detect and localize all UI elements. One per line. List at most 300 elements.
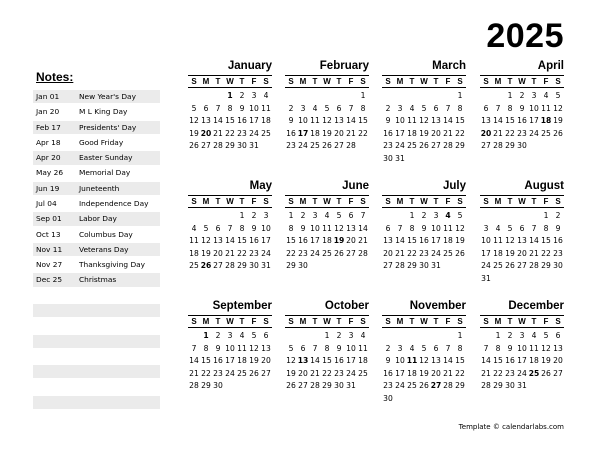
day-cell[interactable]: 26 [189,141,199,151]
day-cell[interactable]: 1 [457,331,463,340]
day-cell[interactable]: 24 [249,128,259,138]
day-cell[interactable]: 25 [189,261,199,271]
day-cell[interactable]: 1 [507,91,513,100]
day-cell[interactable]: 4 [191,223,197,233]
day-cell[interactable]: 25 [261,128,271,138]
day-cell[interactable]: 7 [360,211,366,220]
day-cell[interactable]: 12 [455,223,465,233]
day-cell[interactable]: 3 [397,343,403,353]
day-cell[interactable]: 21 [213,128,223,138]
day-cell[interactable]: 20 [431,128,441,138]
day-cell[interactable]: 31 [346,381,356,391]
day-cell[interactable]: 5 [288,343,294,353]
day-cell[interactable]: 4 [409,103,415,113]
day-cell[interactable]: 25 [310,141,320,151]
day-cell[interactable]: 19 [541,356,551,366]
day-cell[interactable]: 15 [455,116,465,126]
day-cell[interactable]: 12 [286,356,296,366]
day-cell[interactable]: 14 [358,223,368,233]
day-cell[interactable]: 29 [201,381,211,391]
day-cell[interactable]: 6 [555,331,561,340]
day-cell[interactable]: 17 [431,236,441,246]
day-cell[interactable]: 24 [481,261,491,271]
day-cell[interactable]: 31 [431,261,441,271]
day-cell[interactable]: 25 [237,368,247,378]
day-cell[interactable]: 28 [529,261,539,271]
day-cell[interactable]: 13 [383,236,393,246]
day-cell[interactable]: 30 [298,261,308,271]
day-cell[interactable]: 10 [310,223,320,233]
day-cell[interactable]: 5 [251,331,257,340]
day-cell[interactable]: 21 [310,368,320,378]
day-cell[interactable]: 13 [431,356,441,366]
day-cell[interactable]: 21 [443,128,453,138]
day-cell[interactable]: 4 [495,223,501,233]
day-cell[interactable]: 27 [431,141,441,151]
day-cell[interactable]: 9 [288,116,294,126]
day-cell[interactable]: 15 [455,356,465,366]
day-cell[interactable]: 24 [517,368,527,378]
day-cell[interactable]: 9 [300,223,306,233]
day-cell[interactable]: 12 [505,236,515,246]
day-cell[interactable]: 10 [261,223,271,233]
day-cell[interactable]: 28 [395,261,405,271]
day-cell[interactable]: 23 [249,248,259,258]
day-cell[interactable]: 22 [455,128,465,138]
day-cell[interactable]: 4 [531,331,537,340]
day-cell[interactable]: 27 [334,141,344,151]
day-cell[interactable]: 21 [529,248,539,258]
day-cell[interactable]: 26 [541,368,551,378]
day-cell[interactable]: 24 [395,141,405,151]
day-cell[interactable]: 16 [419,236,429,246]
day-cell[interactable]: 22 [407,248,417,258]
day-cell[interactable]: 12 [541,343,551,353]
day-cell[interactable]: 18 [529,356,539,366]
day-cell[interactable]: 14 [225,236,235,246]
day-cell[interactable]: 15 [237,236,247,246]
day-cell[interactable]: 19 [201,248,211,258]
day-cell[interactable]: 7 [531,223,537,233]
day-cell[interactable]: 22 [505,128,515,138]
day-cell[interactable]: 4 [324,211,330,220]
day-cell[interactable]: 7 [348,103,354,113]
day-cell[interactable]: 2 [251,211,257,220]
day-cell[interactable]: 3 [531,91,537,100]
day-cell[interactable]: 7 [445,103,451,113]
day-cell[interactable]: 27 [346,248,356,258]
day-cell[interactable]: 26 [505,261,515,271]
day-cell[interactable]: 17 [517,356,527,366]
day-cell[interactable]: 16 [334,356,344,366]
day-cell[interactable]: 12 [201,236,211,246]
day-cell[interactable]: 5 [336,211,342,220]
day-cell[interactable]: 9 [385,356,391,366]
day-cell[interactable]: 9 [555,223,561,233]
day-cell[interactable]: 28 [358,248,368,258]
day-cell[interactable]: 18 [407,128,417,138]
day-cell[interactable]: 6 [336,103,342,113]
day-cell[interactable]: 30 [419,261,429,271]
day-cell[interactable]: 20 [517,248,527,258]
day-cell[interactable]: 9 [215,343,221,353]
day-cell[interactable]: 29 [286,261,296,271]
day-cell[interactable]: 11 [493,236,503,246]
day-cell[interactable]: 16 [383,368,393,378]
day-cell[interactable]: 22 [455,368,465,378]
day-cell[interactable]: 30 [517,141,527,151]
day-cell[interactable]: 15 [225,116,235,126]
day-cell[interactable]: 18 [358,356,368,366]
day-cell[interactable]: 18 [322,236,332,246]
day-cell[interactable]: 13 [297,356,309,366]
day-cell[interactable]: 28 [310,381,320,391]
day-cell[interactable]: 1 [457,91,463,100]
day-cell[interactable]: 23 [213,368,223,378]
day-cell[interactable]: 7 [483,343,489,353]
day-cell[interactable]: 13 [431,116,441,126]
day-cell[interactable]: 13 [481,116,491,126]
day-cell[interactable]: 26 [553,128,563,138]
day-cell[interactable]: 28 [493,141,503,151]
day-cell[interactable]: 31 [249,141,259,151]
day-cell[interactable]: 23 [517,128,527,138]
day-cell[interactable]: 6 [385,223,391,233]
day-cell[interactable]: 6 [348,211,354,220]
day-cell[interactable]: 3 [227,331,233,340]
day-cell[interactable]: 15 [286,236,296,246]
day-cell[interactable]: 3 [397,103,403,113]
day-cell[interactable]: 25 [358,368,368,378]
day-cell[interactable]: 8 [360,103,366,113]
day-cell[interactable]: 18 [540,116,552,126]
day-cell[interactable]: 24 [431,248,441,258]
day-cell[interactable]: 19 [322,128,332,138]
day-cell[interactable]: 9 [251,223,257,233]
day-cell[interactable]: 28 [346,141,356,151]
day-cell[interactable]: 21 [493,128,503,138]
day-cell[interactable]: 2 [555,211,561,220]
day-cell[interactable]: 10 [517,343,527,353]
day-cell[interactable]: 9 [385,116,391,126]
day-cell[interactable]: 9 [507,343,513,353]
day-cell[interactable]: 14 [310,356,320,366]
day-cell[interactable]: 26 [249,368,259,378]
day-cell[interactable]: 5 [457,211,463,220]
day-cell[interactable]: 23 [286,141,296,151]
day-cell[interactable]: 7 [191,343,197,353]
day-cell[interactable]: 16 [553,236,563,246]
day-cell[interactable]: 14 [189,356,199,366]
day-cell[interactable]: 4 [445,211,451,220]
day-cell[interactable]: 23 [334,368,344,378]
day-cell[interactable]: 2 [507,331,513,340]
day-cell[interactable]: 20 [213,248,223,258]
day-cell[interactable]: 24 [310,248,320,258]
day-cell[interactable]: 22 [358,128,368,138]
day-cell[interactable]: 1 [324,331,330,340]
day-cell[interactable]: 5 [191,103,197,113]
day-cell[interactable]: 5 [543,331,549,340]
day-cell[interactable]: 28 [189,381,199,391]
day-cell[interactable]: 11 [358,343,368,353]
day-cell[interactable]: 19 [455,236,465,246]
day-cell[interactable]: 12 [249,343,259,353]
day-cell[interactable]: 11 [189,236,199,246]
day-cell[interactable]: 21 [225,248,235,258]
day-cell[interactable]: 18 [407,368,417,378]
day-cell[interactable]: 21 [346,128,356,138]
day-cell[interactable]: 18 [493,248,503,258]
day-cell[interactable]: 11 [261,103,271,113]
day-cell[interactable]: 27 [481,141,491,151]
day-cell[interactable]: 17 [310,236,320,246]
day-cell[interactable]: 22 [322,368,332,378]
day-cell[interactable]: 26 [419,381,429,391]
day-cell[interactable]: 15 [493,356,503,366]
day-cell[interactable]: 8 [457,103,463,113]
day-cell[interactable]: 4 [360,331,366,340]
day-cell[interactable]: 14 [443,356,453,366]
day-cell[interactable]: 11 [406,356,418,366]
day-cell[interactable]: 2 [215,331,221,340]
day-cell[interactable]: 27 [383,261,393,271]
day-cell[interactable]: 17 [249,116,259,126]
day-cell[interactable]: 11 [443,223,453,233]
day-cell[interactable]: 10 [346,343,356,353]
day-cell[interactable]: 7 [397,223,403,233]
day-cell[interactable]: 13 [213,236,223,246]
day-cell[interactable]: 19 [419,128,429,138]
day-cell[interactable]: 11 [237,343,247,353]
day-cell[interactable]: 13 [346,223,356,233]
day-cell[interactable]: 1 [203,331,209,340]
day-cell[interactable]: 13 [201,116,211,126]
day-cell[interactable]: 20 [431,368,441,378]
day-cell[interactable]: 24 [298,141,308,151]
day-cell[interactable]: 19 [249,356,259,366]
day-cell[interactable]: 29 [455,381,465,391]
day-cell[interactable]: 8 [543,223,549,233]
day-cell[interactable]: 20 [334,128,344,138]
day-cell[interactable]: 10 [395,116,405,126]
day-cell[interactable]: 29 [322,381,332,391]
day-cell[interactable]: 26 [286,381,296,391]
day-cell[interactable]: 30 [334,381,344,391]
day-cell[interactable]: 27 [553,368,563,378]
day-cell[interactable]: 11 [407,116,417,126]
day-cell[interactable]: 16 [505,356,515,366]
day-cell[interactable]: 29 [237,261,247,271]
day-cell[interactable]: 3 [312,211,318,220]
day-cell[interactable]: 19 [333,236,345,246]
day-cell[interactable]: 1 [227,91,233,100]
day-cell[interactable]: 1 [288,211,294,220]
day-cell[interactable]: 26 [334,248,344,258]
day-cell[interactable]: 19 [553,116,563,126]
day-cell[interactable]: 27 [430,381,442,391]
day-cell[interactable]: 21 [395,248,405,258]
day-cell[interactable]: 26 [419,141,429,151]
day-cell[interactable]: 30 [383,393,393,403]
day-cell[interactable]: 8 [507,103,513,113]
day-cell[interactable]: 30 [553,261,563,271]
day-cell[interactable]: 25 [528,368,540,378]
day-cell[interactable]: 4 [239,331,245,340]
day-cell[interactable]: 2 [519,91,525,100]
day-cell[interactable]: 9 [336,343,342,353]
day-cell[interactable]: 19 [505,248,515,258]
day-cell[interactable]: 20 [480,128,492,138]
day-cell[interactable]: 2 [385,103,391,113]
day-cell[interactable]: 6 [483,103,489,113]
day-cell[interactable]: 2 [421,211,427,220]
day-cell[interactable]: 3 [263,211,269,220]
day-cell[interactable]: 14 [346,116,356,126]
day-cell[interactable]: 29 [225,141,235,151]
day-cell[interactable]: 6 [203,103,209,113]
day-cell[interactable]: 17 [529,116,539,126]
day-cell[interactable]: 24 [261,248,271,258]
day-cell[interactable]: 29 [407,261,417,271]
day-cell[interactable]: 18 [261,116,271,126]
day-cell[interactable]: 3 [348,331,354,340]
day-cell[interactable]: 4 [543,91,549,100]
day-cell[interactable]: 9 [239,103,245,113]
day-cell[interactable]: 8 [457,343,463,353]
day-cell[interactable]: 18 [189,248,199,258]
footer-credit[interactable]: Template © calendarlabs.com [458,423,564,431]
day-cell[interactable]: 20 [553,356,563,366]
day-cell[interactable]: 29 [505,141,515,151]
day-cell[interactable]: 30 [249,261,259,271]
day-cell[interactable]: 12 [189,116,199,126]
day-cell[interactable]: 14 [443,116,453,126]
day-cell[interactable]: 17 [225,356,235,366]
day-cell[interactable]: 28 [225,261,235,271]
day-cell[interactable]: 10 [225,343,235,353]
day-cell[interactable]: 17 [395,128,405,138]
day-cell[interactable]: 22 [286,248,296,258]
day-cell[interactable]: 22 [237,248,247,258]
day-cell[interactable]: 2 [300,211,306,220]
day-cell[interactable]: 30 [237,141,247,151]
day-cell[interactable]: 11 [529,343,539,353]
day-cell[interactable]: 27 [517,261,527,271]
day-cell[interactable]: 22 [493,368,503,378]
day-cell[interactable]: 27 [298,381,308,391]
day-cell[interactable]: 2 [385,343,391,353]
day-cell[interactable]: 23 [298,248,308,258]
day-cell[interactable]: 13 [553,343,563,353]
day-cell[interactable]: 15 [201,356,211,366]
day-cell[interactable]: 28 [213,141,223,151]
day-cell[interactable]: 25 [541,128,551,138]
day-cell[interactable]: 20 [346,236,356,246]
day-cell[interactable]: 4 [263,91,269,100]
day-cell[interactable]: 3 [483,223,489,233]
day-cell[interactable]: 23 [553,248,563,258]
day-cell[interactable]: 1 [239,211,245,220]
day-cell[interactable]: 15 [407,236,417,246]
day-cell[interactable]: 3 [433,211,439,220]
day-cell[interactable]: 17 [395,368,405,378]
day-cell[interactable]: 8 [203,343,209,353]
day-cell[interactable]: 21 [189,368,199,378]
day-cell[interactable]: 6 [263,331,269,340]
day-cell[interactable]: 8 [239,223,245,233]
day-cell[interactable]: 5 [421,103,427,113]
day-cell[interactable]: 28 [443,381,453,391]
day-cell[interactable]: 21 [358,236,368,246]
day-cell[interactable]: 23 [383,141,393,151]
day-cell[interactable]: 20 [200,128,212,138]
day-cell[interactable]: 25 [407,381,417,391]
day-cell[interactable]: 16 [298,236,308,246]
day-cell[interactable]: 14 [213,116,223,126]
day-cell[interactable]: 28 [443,141,453,151]
day-cell[interactable]: 5 [203,223,209,233]
day-cell[interactable]: 3 [251,91,257,100]
day-cell[interactable]: 12 [553,103,563,113]
day-cell[interactable]: 4 [312,103,318,113]
day-cell[interactable]: 6 [300,343,306,353]
day-cell[interactable]: 16 [383,128,393,138]
day-cell[interactable]: 10 [481,236,491,246]
day-cell[interactable]: 31 [481,273,491,283]
day-cell[interactable]: 29 [541,261,551,271]
day-cell[interactable]: 1 [495,331,501,340]
day-cell[interactable]: 13 [334,116,344,126]
day-cell[interactable]: 8 [227,103,233,113]
day-cell[interactable]: 23 [505,368,515,378]
day-cell[interactable]: 1 [360,91,366,100]
day-cell[interactable]: 24 [225,368,235,378]
day-cell[interactable]: 27 [201,141,211,151]
day-cell[interactable]: 17 [346,356,356,366]
day-cell[interactable]: 5 [421,343,427,353]
day-cell[interactable]: 20 [298,368,308,378]
day-cell[interactable]: 23 [237,128,247,138]
day-cell[interactable]: 9 [519,103,525,113]
day-cell[interactable]: 7 [312,343,318,353]
day-cell[interactable]: 5 [555,91,561,100]
day-cell[interactable]: 23 [383,381,393,391]
day-cell[interactable]: 19 [419,368,429,378]
day-cell[interactable]: 16 [249,236,259,246]
day-cell[interactable]: 29 [455,141,465,151]
day-cell[interactable]: 30 [213,381,223,391]
day-cell[interactable]: 1 [409,211,415,220]
day-cell[interactable]: 12 [419,356,429,366]
day-cell[interactable]: 5 [507,223,513,233]
day-cell[interactable]: 31 [517,381,527,391]
day-cell[interactable]: 7 [227,223,233,233]
day-cell[interactable]: 25 [443,248,453,258]
day-cell[interactable]: 26 [322,141,332,151]
day-cell[interactable]: 29 [493,381,503,391]
day-cell[interactable]: 7 [445,343,451,353]
day-cell[interactable]: 21 [481,368,491,378]
day-cell[interactable]: 14 [395,236,405,246]
day-cell[interactable]: 3 [519,331,525,340]
day-cell[interactable]: 18 [443,236,453,246]
day-cell[interactable]: 31 [395,153,405,163]
day-cell[interactable]: 25 [407,141,417,151]
day-cell[interactable]: 12 [419,116,429,126]
day-cell[interactable]: 27 [213,261,223,271]
day-cell[interactable]: 18 [310,128,320,138]
